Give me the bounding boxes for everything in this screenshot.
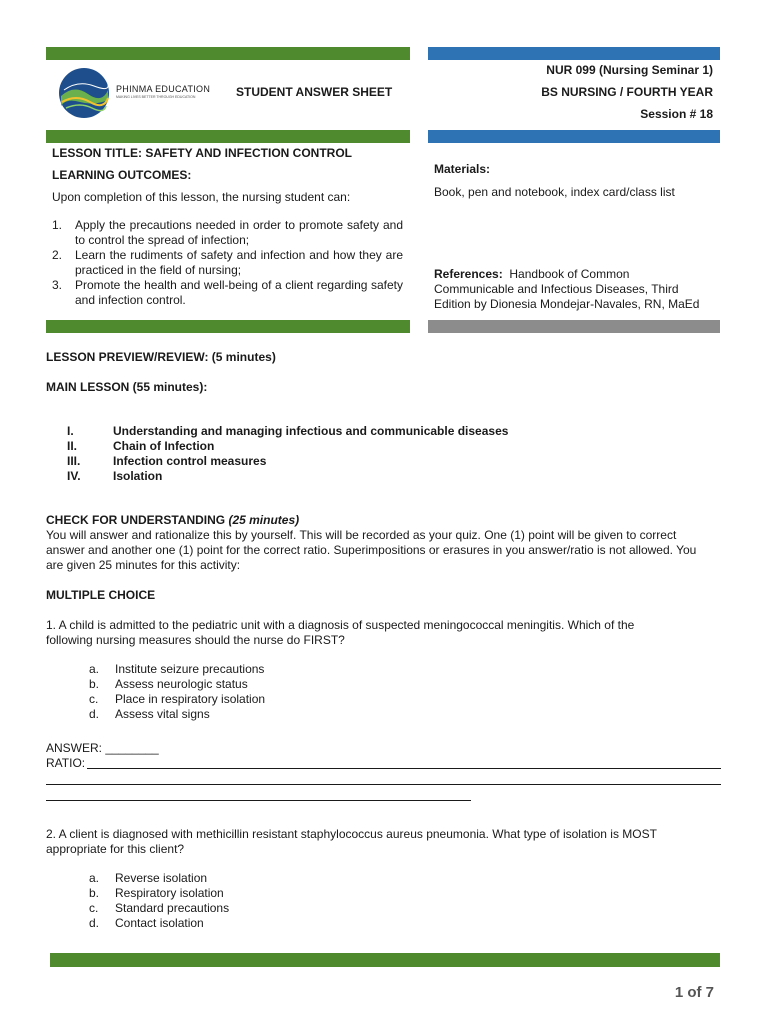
check-line1: You will answer and rationalize this by yourself. This will be recorded as your quiz. One (1) point will be given to correct bbox=[46, 528, 677, 542]
section-bar-right-bottom bbox=[428, 320, 720, 333]
program-year: BS NURSING / FOURTH YEAR bbox=[541, 85, 713, 99]
section-bar-left-bottom bbox=[46, 320, 410, 333]
outcomes-heading: LEARNING OUTCOMES: bbox=[52, 168, 192, 182]
course-code: NUR 099 (Nursing Seminar 1) bbox=[546, 63, 713, 77]
outcome-item: 2. Learn the rudiments of safety and infection and how they are practiced in the field of nursing; bbox=[52, 248, 403, 277]
option-item[interactable]: b. Respiratory isolation bbox=[89, 886, 224, 900]
option-item[interactable]: c. Standard precautions bbox=[89, 901, 230, 915]
outcome-item: 1. Apply the precautions needed in order to promote safety and to control the spread of infection; bbox=[52, 218, 403, 247]
logo-tagline: MAKING LIVES BETTER THROUGH EDUCATION bbox=[116, 95, 196, 99]
check-understanding bbox=[46, 513, 736, 573]
ratio-line-1[interactable] bbox=[87, 768, 721, 769]
question-1-stem: 1. A child is admitted to the pediatric unit with a diagnosis of suspected meningococcal meningitis. Which of the following nursing measures should the nurse do FIRST? bbox=[46, 618, 635, 647]
check-line2: answer and another one (1) point for the correct ratio. Superimpositions or erasures in you answer/ratio is not allowed. You bbox=[46, 543, 697, 557]
references-heading: References: bbox=[434, 267, 503, 281]
multiple-choice-heading: MULTIPLE CHOICE bbox=[46, 588, 156, 602]
option-item[interactable]: b. Assess neurologic status bbox=[89, 677, 248, 691]
question-2-options bbox=[89, 871, 229, 931]
option-item[interactable]: c. Place in respiratory isolation bbox=[89, 692, 266, 706]
logo-emblem-icon bbox=[58, 66, 110, 120]
answer-field[interactable]: ANSWER: ________ bbox=[46, 741, 159, 755]
ratio-label: RATIO: bbox=[46, 756, 86, 770]
question-2-stem: 2. A client is diagnosed with methicillin resistant staphylococcus aureus pneumonia. What type of isolation is MOST appropriate for this client? bbox=[46, 827, 657, 856]
option-item[interactable]: d. Assess vital signs bbox=[89, 707, 210, 721]
page-number: 1 of 7 bbox=[674, 984, 714, 1001]
session-number: Session # 18 bbox=[640, 107, 713, 121]
references-line1: Handbook of Common bbox=[509, 267, 630, 281]
lesson-preview: LESSON PREVIEW/REVIEW: (5 minutes) bbox=[46, 350, 276, 364]
main-lesson-heading: MAIN LESSON (55 minutes): bbox=[46, 380, 208, 394]
footer-bar bbox=[50, 953, 720, 967]
topic-item: I. Understanding and managing infectious and communicable diseases bbox=[67, 424, 509, 438]
section-bar-right bbox=[428, 130, 720, 143]
outcomes-list bbox=[52, 218, 403, 308]
phinma-logo bbox=[58, 66, 218, 120]
check-line3: are given 25 minutes for this activity: bbox=[46, 558, 241, 572]
logo-brand: PHINMA EDUCATION bbox=[116, 84, 211, 94]
ratio-line-3[interactable] bbox=[46, 800, 471, 801]
main-lesson-topics bbox=[67, 424, 667, 484]
question-1-options bbox=[89, 662, 265, 722]
references-line2: Communicable and Infectious Diseases, Third bbox=[434, 282, 679, 296]
outcome-item: 3. Promote the health and well-being of a client regarding safety and infection control. bbox=[52, 278, 403, 307]
option-item[interactable]: a. Institute seizure precautions bbox=[89, 662, 265, 676]
topic-item: IV. Isolation bbox=[67, 469, 163, 483]
section-bar-left bbox=[46, 130, 410, 143]
ratio-line-2[interactable] bbox=[46, 784, 721, 785]
option-item[interactable]: a. Reverse isolation bbox=[89, 871, 208, 885]
header-bar-right bbox=[428, 47, 720, 60]
outcomes-intro: Upon completion of this lesson, the nursing student can: bbox=[52, 190, 351, 204]
materials-heading: Materials: bbox=[434, 162, 491, 176]
references-line3: Edition by Dionesia Mondejar-Navales, RN, MaEd bbox=[434, 297, 700, 311]
option-item[interactable]: d. Contact isolation bbox=[89, 916, 204, 930]
lesson-title: LESSON TITLE: SAFETY AND INFECTION CONTROL bbox=[52, 146, 352, 160]
header-bar-left bbox=[46, 47, 410, 60]
check-heading: CHECK FOR UNDERSTANDING bbox=[46, 513, 226, 527]
references-block bbox=[434, 267, 724, 312]
check-duration: (25 minutes) bbox=[228, 513, 300, 527]
materials-text: Book, pen and notebook, index card/class list bbox=[434, 185, 675, 199]
sheet-title: STUDENT ANSWER SHEET bbox=[236, 85, 393, 99]
topic-item: II. Chain of Infection bbox=[67, 439, 215, 453]
topic-item: III. Infection control measures bbox=[67, 454, 267, 468]
